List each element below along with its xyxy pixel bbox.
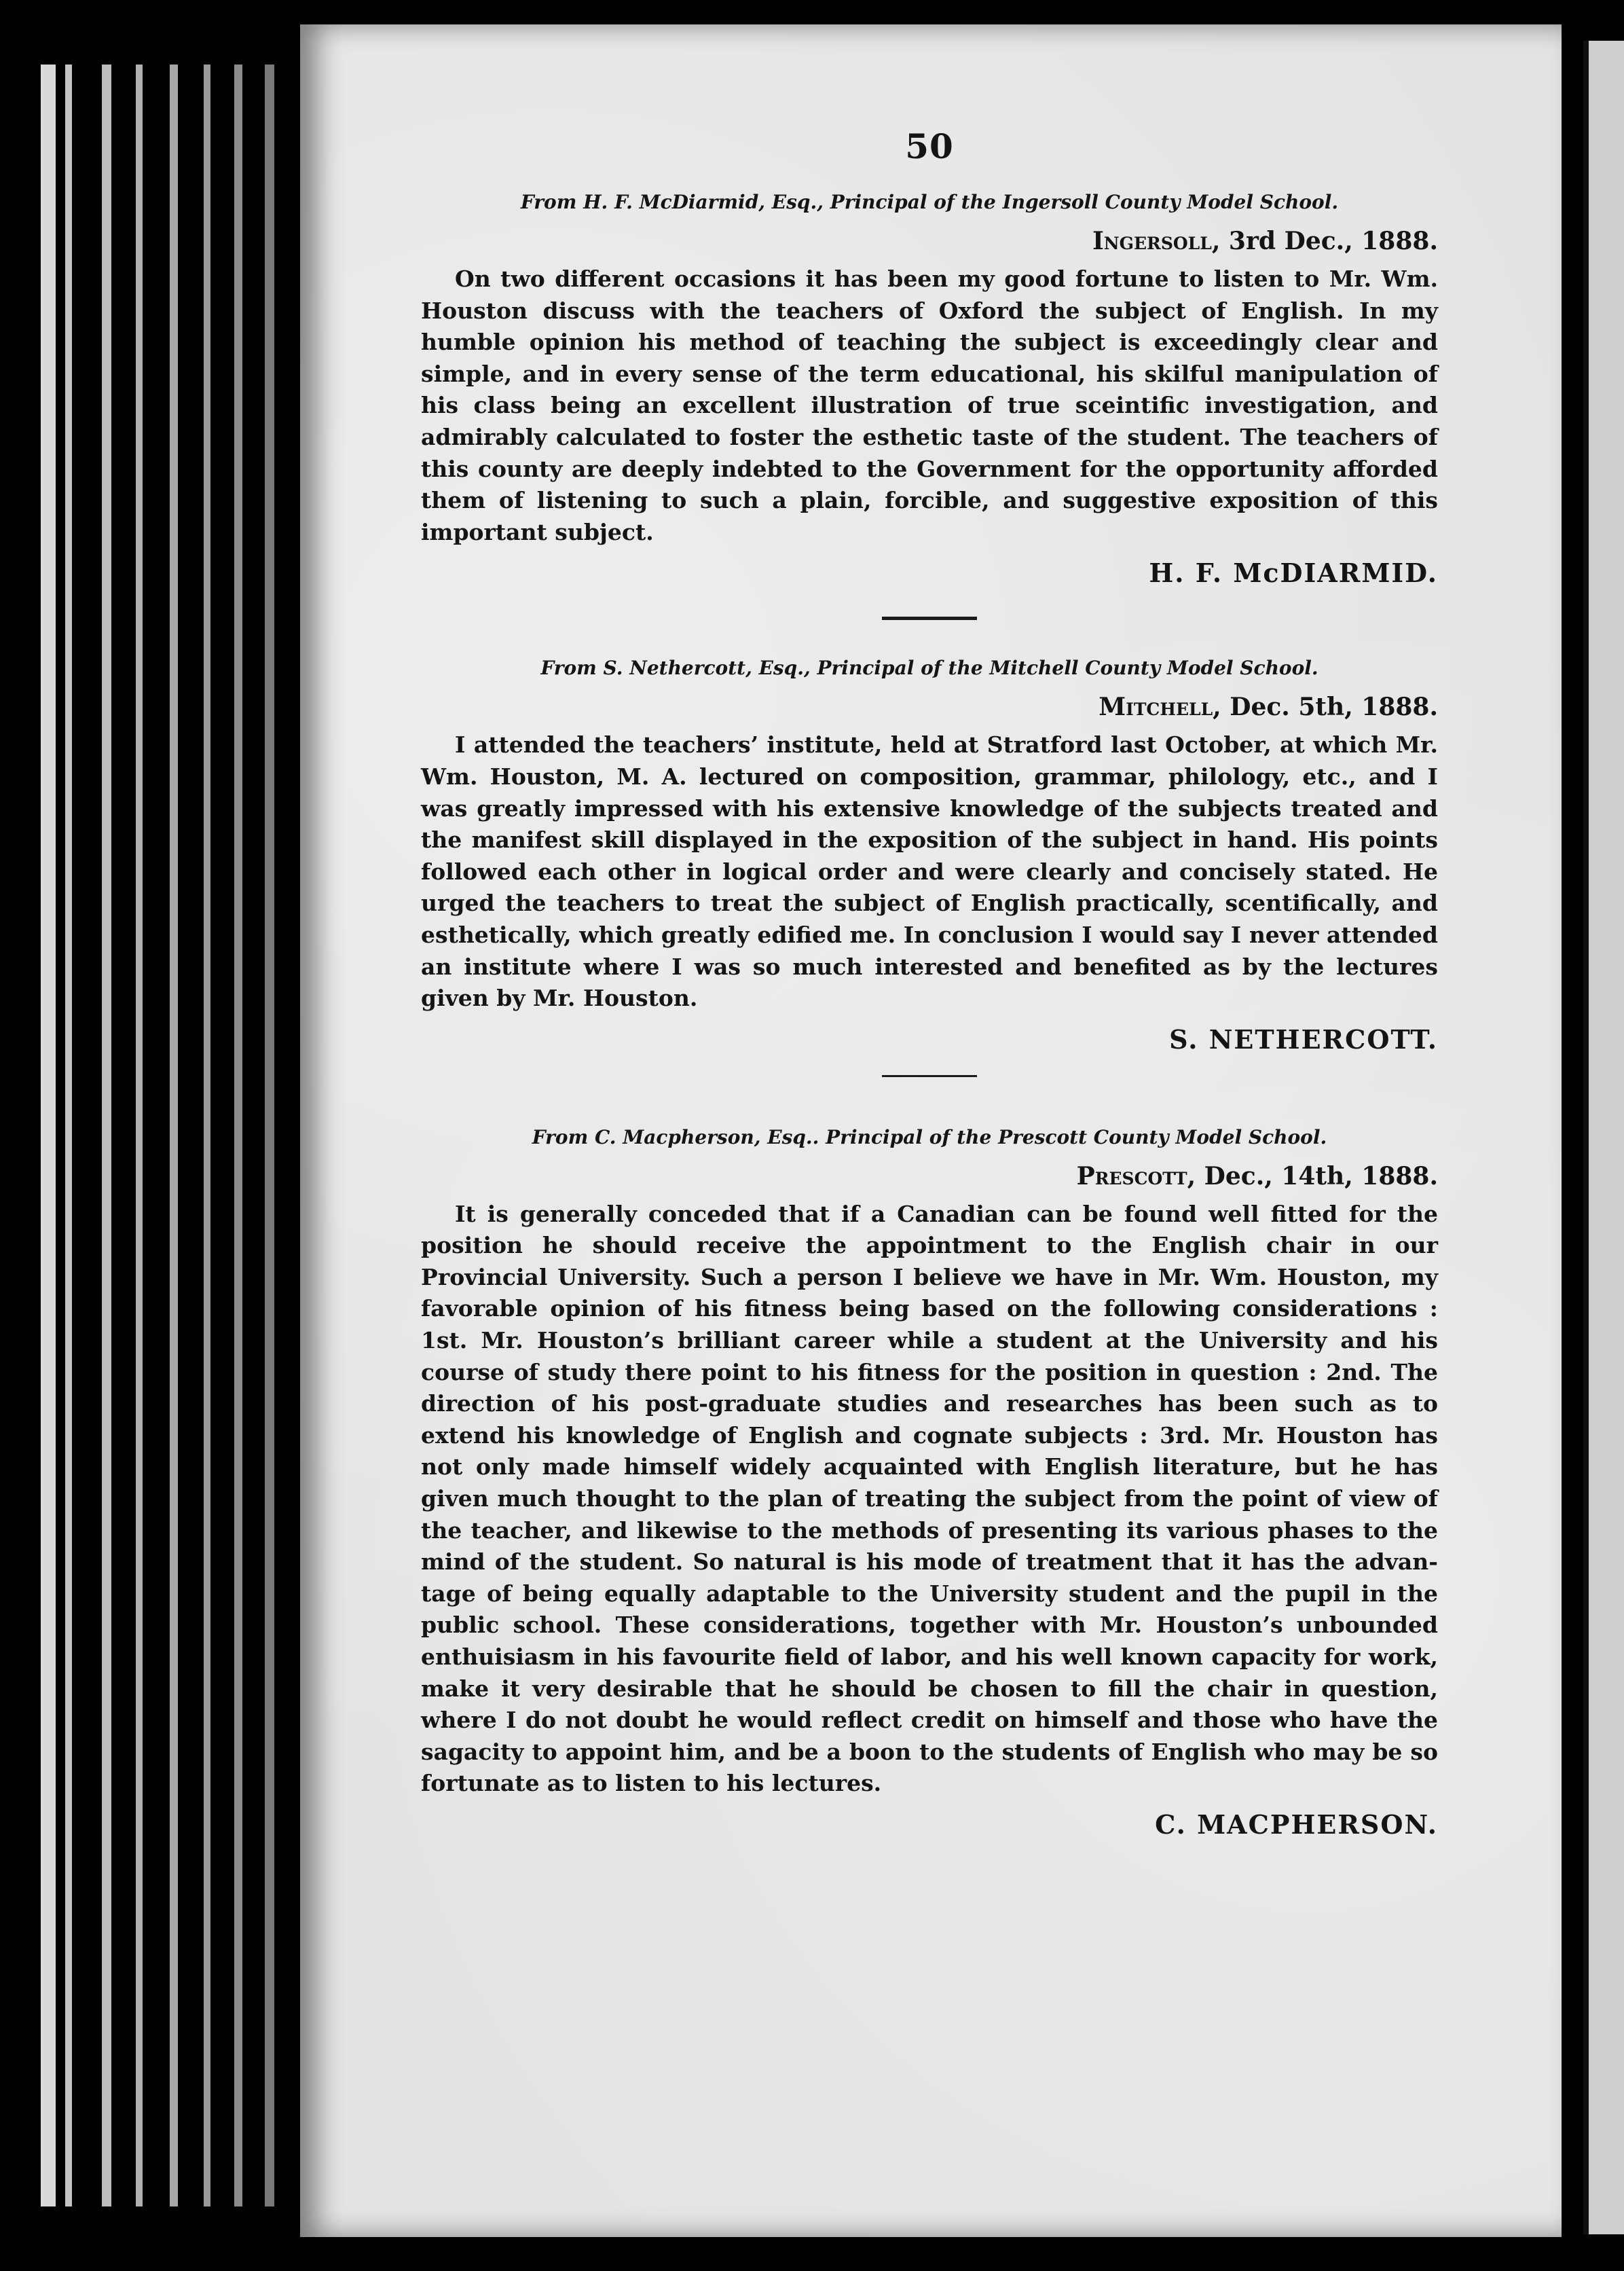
facing-page-fragment [1583, 41, 1624, 2234]
letter-nethercott [421, 657, 1438, 1054]
date: , Dec., 14th, 1888. [1187, 1161, 1438, 1191]
section-divider [882, 1075, 977, 1077]
place-date [421, 227, 1438, 255]
signature: H. F. McDIARMID. [1149, 558, 1438, 589]
page-edge [41, 65, 56, 2206]
letter-body: On two different occasions it has been my good fortune to listen to Mr. Wm. Houston discuss with the teachers of Oxford the subject of English. In my humble opinion his method of teaching the subject is exceedingly clear and simple, and in every sense of the term educational, his skilful manipulation of his class being an excellent illustration of true sceintific investigation, and admirably calculated to foster the esthetic taste of the student. The teachers of this county are deeply indebted to the Government for the opportunity afforded them of listening to such a plain, forcible, and suggestive exposition of this important subject. [421, 266, 1438, 545]
letter-heading: From C. Macpherson, Esq.. Principal of the Prescott County Model School. [532, 1125, 1327, 1148]
date: , Dec. 5th, 1888. [1213, 693, 1438, 722]
place-name: Mitchell [1099, 693, 1213, 722]
page-edge [265, 65, 274, 2206]
letter-heading: From H. F. McDiarmid, Esq., Principal of the Ingersoll County Model School. [520, 191, 1339, 213]
signature: C. MACPHERSON. [1155, 1809, 1438, 1840]
letter-macpherson [421, 1126, 1438, 1840]
section-divider [882, 617, 977, 620]
letter-heading: From S. Nethercott, Esq., Principal of the Mitchell County Model School. [540, 657, 1318, 680]
page-edge [170, 65, 178, 2206]
letter-body: I attended the teachers’ institute, held at Stratford last October, at which Mr. Wm. Houston, M. A. lectured on composition, grammar, philology, etc., and I was greatly impressed with his extensive knowledge of the subjects treated and the manifest skill displayed in the exposition of the subject in hand. His points followed each other in logical order and were clearly and concisely stated. He urged the teachers to treat the subject of English practically, scentifically, and esthetically, which greatly edified me. In conclusion I would say I never attended an institute where I was so much interested and benefited as by the lectures given by Mr. Houston. [421, 731, 1438, 1012]
page-edges [41, 0, 306, 2271]
page-edge [136, 65, 143, 2206]
date: , 3rd Dec., 1888. [1211, 227, 1438, 255]
letter-mcdiarmid [421, 191, 1438, 588]
page-number: 50 [905, 126, 954, 166]
page-edge [204, 65, 210, 2206]
book-page [300, 24, 1562, 2237]
place-date [421, 693, 1438, 721]
place-name: Ingersoll [1092, 227, 1212, 255]
place-date [421, 1162, 1438, 1191]
signature: S. NETHERCOTT. [1169, 1023, 1438, 1055]
place-name: Prescott [1076, 1161, 1187, 1191]
page-edge [65, 65, 72, 2206]
page-edge [234, 65, 242, 2206]
page-edge [102, 65, 111, 2206]
page-text [421, 126, 1438, 1840]
letter-body: It is generally conceded that if a Canadian can be found well fitted for the position he should receive the appointment to the English chair in our Provincial University. Such a person I believe we have in Mr. Wm. Houston, my favorable opinion of his fitness being based on the following considerations : 1st. Mr. Houston’s brilliant career while a student at the University and his course of study there point to his fitness for the position in question : 2nd. The direction of his post-graduate studies and researches has been such as to extend his knowledge of English and cognate subjects : 3rd. Mr. Houston has not only made himself widely acquainted with English literature, but he has given much thought to the plan of treating the subject from the point of view of the teacher, and likewise to the methods of presenting its various phases to the mind of the student. So natural is his mode of treatment that it has the advantage of being equally adaptable to the University student and the pupil in the public school. These considerations, together with Mr. Houston’s unbounded enthuisiasm in his favourite field of labor, and his well known capacity for work, make it very desirable that he should be chosen to fill the chair in question, where I do not doubt he would reflect credit on himself and those who have the sagacity to appoint him, and be a boon to the students of English who may be so fortunate as to listen to his lectures. [421, 1200, 1438, 1797]
